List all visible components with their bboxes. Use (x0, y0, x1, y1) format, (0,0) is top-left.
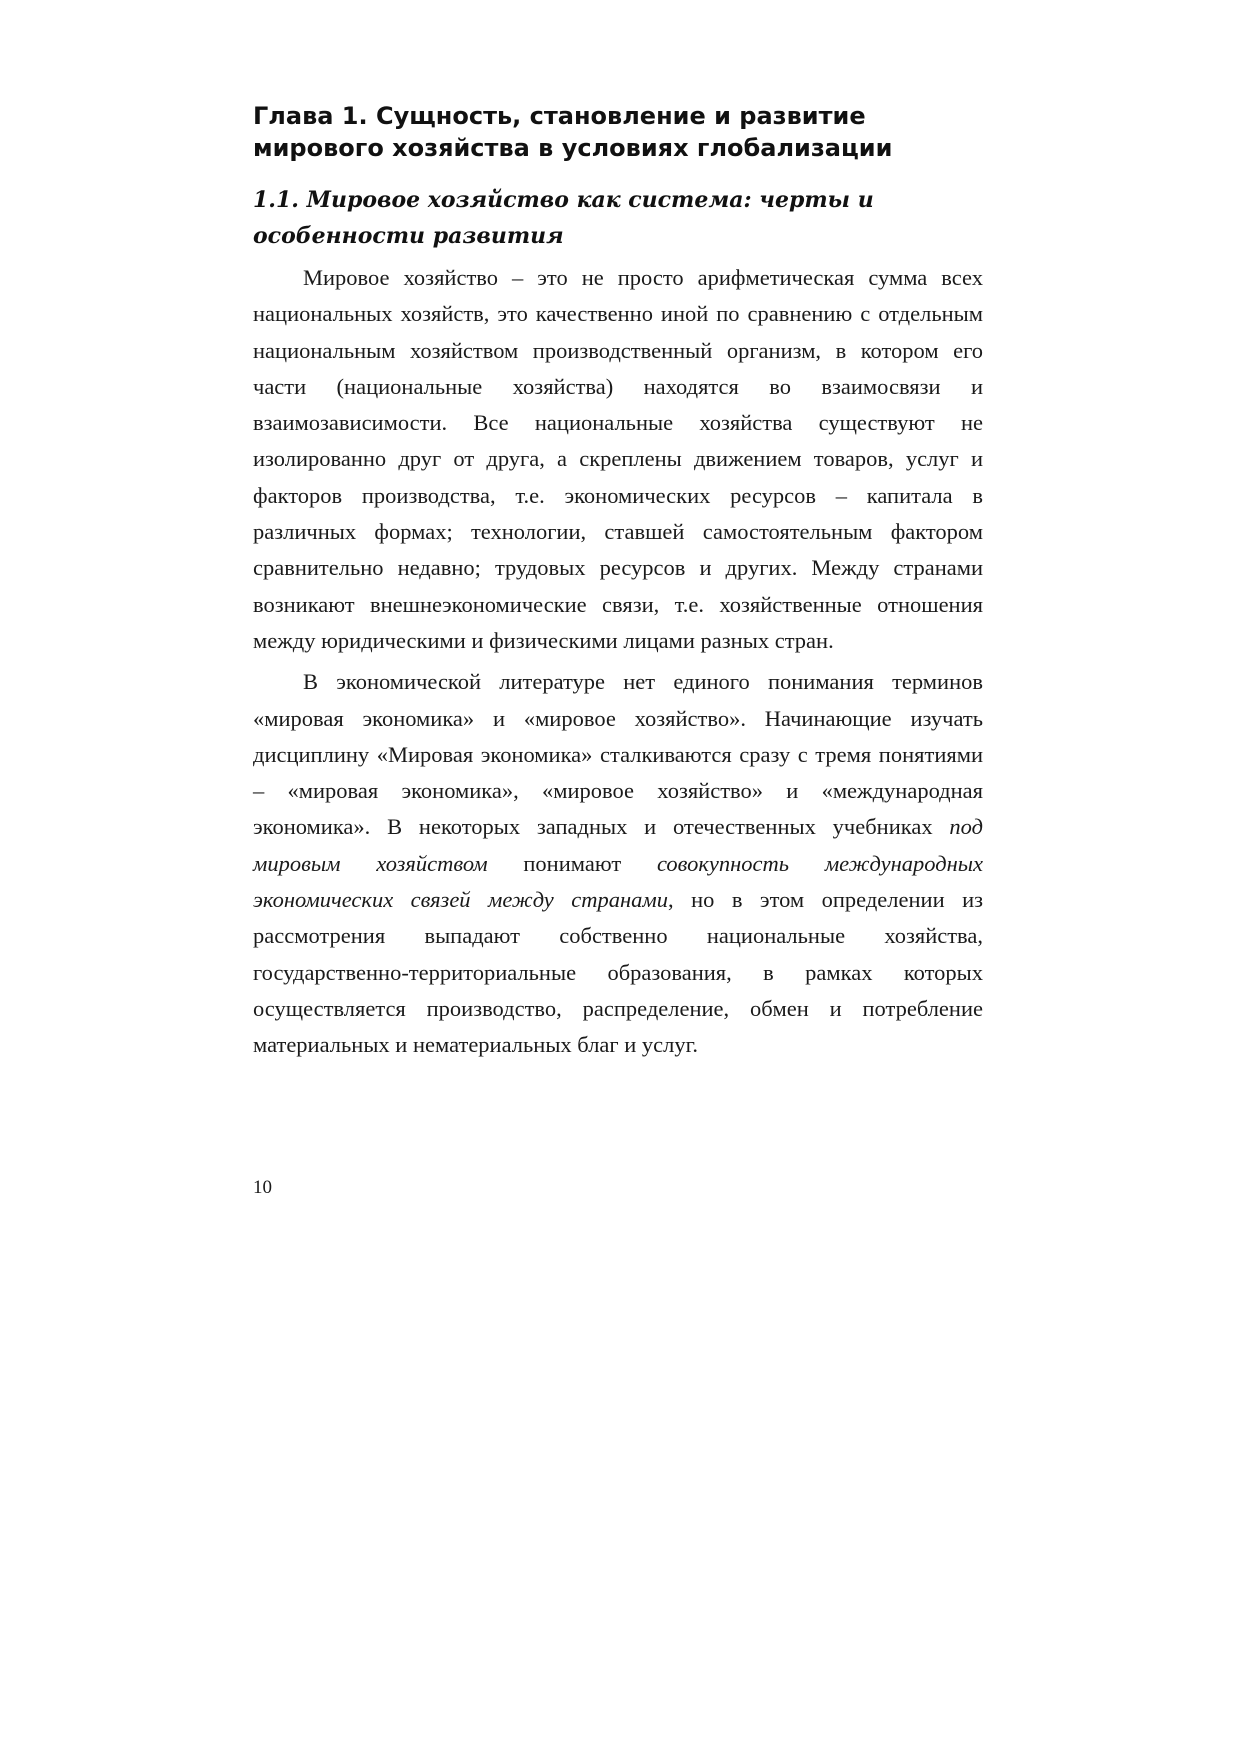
paragraph-2-text-2: понимают (487, 850, 657, 876)
paragraph-2-text-1: В экономической литературе нет единого понимания терминов «мировая экономика» и «мировое хозяйство». Начинающие изучать дисциплину «Мировая экономика» сталкиваются сразу с тремя понятиями – «мировая экономика», «мировое хозяйство» и «международная экономика». В некоторых западных и отечественных учебниках (253, 669, 983, 840)
page-number: 10 (253, 1177, 272, 1198)
paragraph-2 (253, 664, 983, 1063)
paragraph-2-italic-definition: совокупность международных экономических связей между странами (253, 850, 983, 913)
page-content (253, 100, 983, 1069)
paragraph-2-text-3: , но в этом определении из рассмотрения выпадают собственно национальные хозяйства, государственно-территориальные образования, в рамках которых осуществляется производство, распределение, обмен и потребление материальных и нематериальных благ и услуг. (253, 887, 983, 1058)
paragraph-2-italic-term: под мировым хозяйством (253, 814, 983, 876)
section-title: 1.1. Мировое хозяйство как система: черты и особенности развития (253, 187, 874, 249)
paragraph-1: Мировое хозяйство – это не просто арифметическая сумма всех национальных хозяйств, это качественно иной по сравнению с отдельным национальным хозяйством производственный организм, в котором его части (национальные хозяйства) находятся во взаимосвязи и взаимозависимости. Все национальные хозяйства существуют не изолированно друг от друга, а скреплены движением товаров, услуг и факторов производства, т.е. экономических ресурсов – капитала в различных формах; технологии, ставшей самостоятельным фактором сравнительно недавно; трудовых ресурсов и других. Между странами возникают внешнеэкономические связи, т.е. хозяйственные отношения между юридическими и физическими лицами разных стран. (253, 265, 983, 653)
chapter-title: Глава 1. Сущность, становление и развитие мирового хозяйства в условиях глобализации (253, 102, 893, 162)
